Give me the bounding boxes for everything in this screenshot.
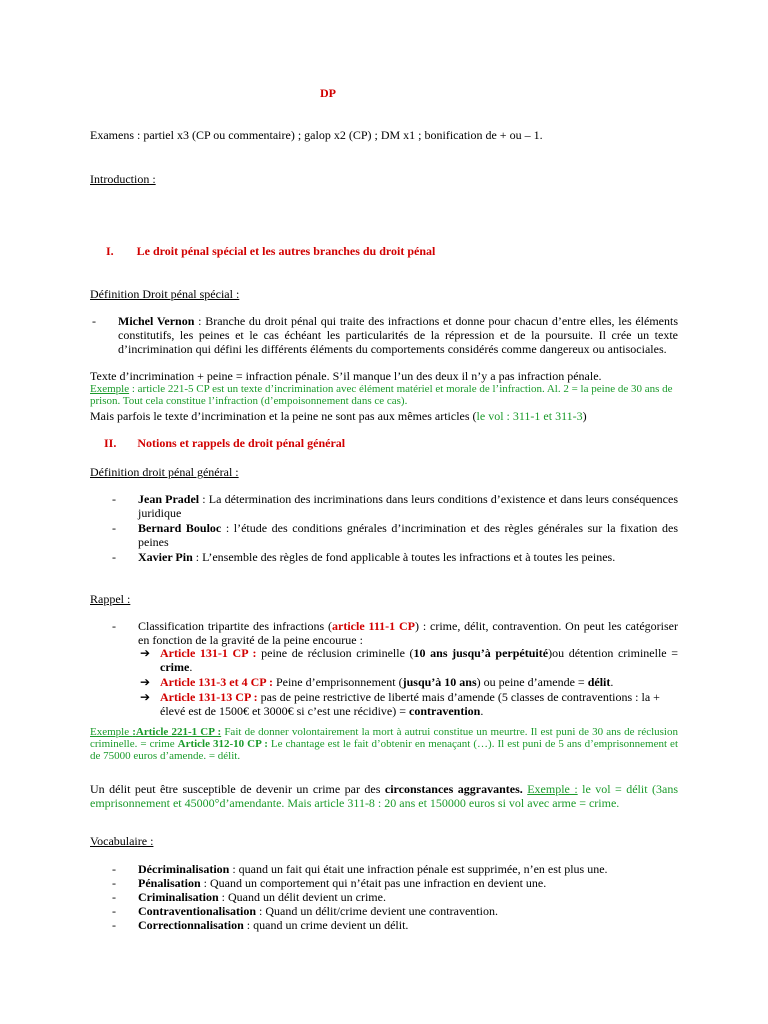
- exams-line: Examens : partiel x3 (CP ou commentaire) ; galop x2 (CP) ; DM x1 ; bonification de + ou – 1.: [90, 128, 543, 142]
- article-111-1: article 111-1 CP: [332, 619, 415, 633]
- author-bernard-bouloc: Bernard Bouloc: [138, 521, 222, 535]
- arrow-list: [140, 646, 678, 718]
- author-jean-pradel: Jean Pradel: [138, 492, 200, 506]
- list-item: - Bernard Bouloc : l’étude des conditions gnérales d’incrimination et des règles générales sur la fixation des peines: [112, 521, 679, 549]
- dash-bullet: -: [92, 314, 96, 328]
- formula-line: Texte d’incrimination + peine = infraction pénale. S’il manque l’un des deux il n’y a pas infraction pénale.: [90, 369, 602, 383]
- list-item: - Pénalisation : Quand un comportement qui n’était pas une infraction en devient une.: [112, 876, 547, 890]
- def-general-heading: Définition droit pénal général :: [90, 465, 239, 479]
- list-item: - Jean Pradel : La détermination des incriminations dans leurs conditions d’existence et dans leurs conséquences juridique: [112, 492, 678, 520]
- list-item: - Xavier Pin : L’ensemble des règles de fond applicable à toutes les infractions et à toutes les peines.: [112, 550, 616, 564]
- section-1-number: I.: [106, 244, 114, 258]
- list-item: - Décriminalisation : quand un fait qui était une infraction pénale est supprimée, n’en est plus une.: [112, 862, 608, 876]
- author-xavier-pin: Xavier Pin: [138, 550, 193, 564]
- delit-paragraph: Un délit peut être susceptible de devenir un crime par des circonstances aggravantes. Exemple : le vol = délit (3ans emprisonnement et 45000°d’amendante. Mais article 311-8 : 20 ans et 150000 euros si vol avec arme = crime.: [90, 782, 678, 810]
- arrow-item: ➔ Article 131-1 CP : peine de réclusion criminelle (10 ans jusqu’à perpétuité)ou détention criminelle = crime.: [140, 646, 678, 674]
- right-arrow-icon: ➔: [140, 675, 151, 689]
- note-line: Mais parfois le texte d’incrimination et la peine ne sont pas aux mêmes articles (le vol : 311-1 et 311-3): [90, 409, 587, 423]
- right-arrow-icon: ➔: [140, 646, 151, 660]
- note-vol-articles: le vol : 311-1 et 311-3: [476, 409, 583, 423]
- vocab-list: [112, 862, 678, 932]
- right-arrow-icon: ➔: [140, 690, 151, 704]
- def-special-heading: Définition Droit pénal spécial :: [90, 287, 240, 301]
- article-312-10: Article 312-10 CP :: [177, 738, 268, 750]
- intro-heading: Introduction :: [90, 172, 156, 186]
- vocab-heading: Vocabulaire :: [90, 834, 154, 848]
- def-special-text: Michel Vernon : Branche du droit pénal qui traite des infractions et donne pour chacun d’entre elles, les éléments constitutifs, les peines et le cas échéant les particularités de la répression et de la poursuite. Il crée un texte d’incrimination qui défini les différents éléments du comportements considérés comme dangereux ou antisociales.: [118, 314, 679, 356]
- section-2-number: II.: [104, 436, 117, 450]
- doc-title: DP: [320, 86, 336, 100]
- list-item: - Correctionnalisation : quand un crime devient un délit.: [112, 918, 409, 932]
- rappel-heading: Rappel :: [90, 592, 131, 606]
- section-1-title: [106, 244, 666, 258]
- section-2-label: Notions et rappels de droit pénal général: [137, 436, 346, 450]
- def-special-item: [92, 314, 678, 356]
- section-2-title: [104, 436, 664, 450]
- def-general-list: [112, 492, 678, 564]
- classification-item: - Classification tripartite des infractions (article 111-1 CP) : crime, délit, contravention. On peut les catégoriser en fonction de la gravité de la peine encourue :: [112, 619, 678, 647]
- list-item: - Contraventionalisation : Quand un délit/crime devient une contravention.: [112, 904, 498, 918]
- section-1-label: Le droit pénal spécial et les autres branches du droit pénal: [136, 244, 436, 258]
- example-1: Exemple : article 221-5 CP est un texte d’incrimination avec élément matériel et morale de l’infraction. Al. 2 = la peine de 30 ans de prison. Tout cela constitue l’infraction (d’empoisonnement dans ce cas).: [90, 383, 673, 407]
- article-221-1: :Article 221-1 CP :: [132, 726, 222, 738]
- arrow-item: ➔ Article 131-13 CP : pas de peine restrictive de liberté mais d’amende (5 classes de contraventions : la + élevé est de 1500€ et 3000€ si c’est une récidive) = contravention.: [140, 690, 660, 718]
- list-item: - Criminalisation : Quand un délit devient un crime.: [112, 890, 386, 904]
- author-michel-vernon: Michel Vernon: [118, 314, 195, 328]
- example-2: Exemple :Article 221-1 CP : Fait de donner volontairement la mort à autrui constitue un meurtre. Il est puni de 30 ans de réclusion criminelle. = crime Article 312-10 CP : Le chantage est le fait d’obtenir en menaçant (…). Il est puni de 5 ans d’emprisonnement et de 75000 euros d’amende. = délit.: [90, 726, 678, 762]
- arrow-item: ➔ Article 131-3 et 4 CP : Peine d’emprisonnement (jusqu’à 10 ans) ou peine d’amende = délit.: [140, 675, 614, 689]
